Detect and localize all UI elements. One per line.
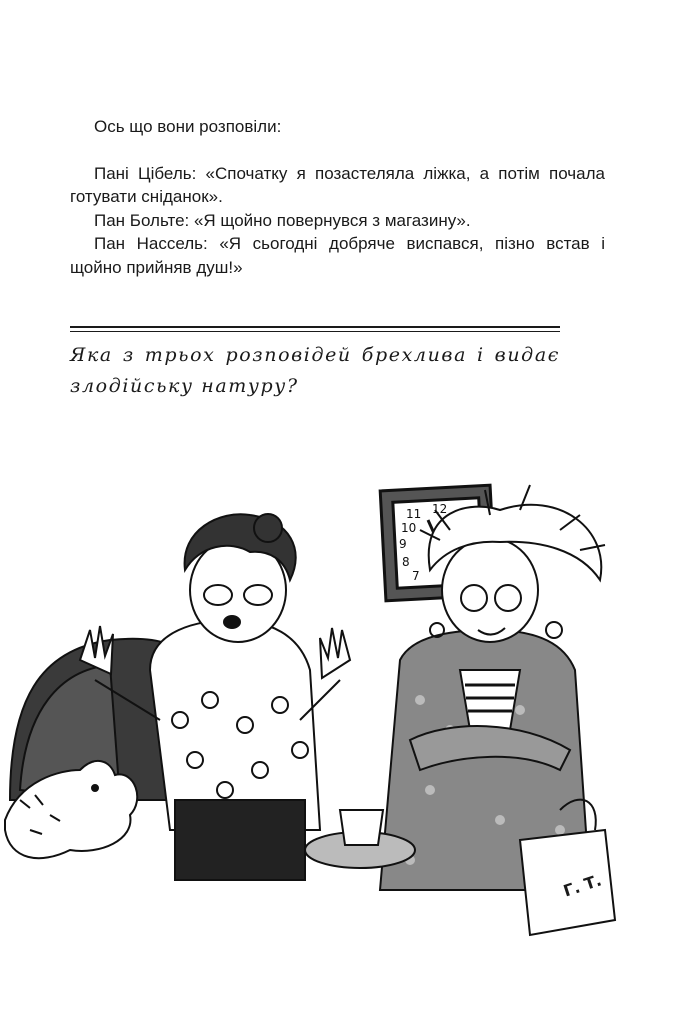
question-text: Яка з трьох розповідей брехлива і видає злодійську натуру?	[70, 344, 560, 397]
illustrator-signature: Г. Т.	[561, 870, 604, 901]
clock-number-10: 10	[401, 521, 417, 535]
clock-number-8: 8	[402, 555, 410, 569]
clock-number-12: 12	[432, 502, 448, 516]
statement-bolte: Пан Больте: «Я щойно повернувся з магазину».	[94, 210, 471, 230]
question-box	[70, 326, 560, 421]
intro-paragraph: Ось що вони розповіли:	[94, 117, 282, 136]
clock-number-7: 7	[412, 569, 420, 583]
statement-tsibel: Пані Цібель: «Спочатку я позастеляла ліжка, а потім почала готувати сніданок».	[70, 163, 605, 206]
story-text	[70, 115, 605, 279]
question-rule-top	[70, 326, 560, 328]
question-rule-bottom	[70, 331, 560, 332]
clock-number-11: 11	[406, 507, 422, 521]
clock-number-9: 9	[399, 537, 407, 551]
statement-nassel: Пан Нассель: «Я сьогодні добряче виспався, пізно встав і щойно прийняв душ!»	[70, 234, 605, 277]
